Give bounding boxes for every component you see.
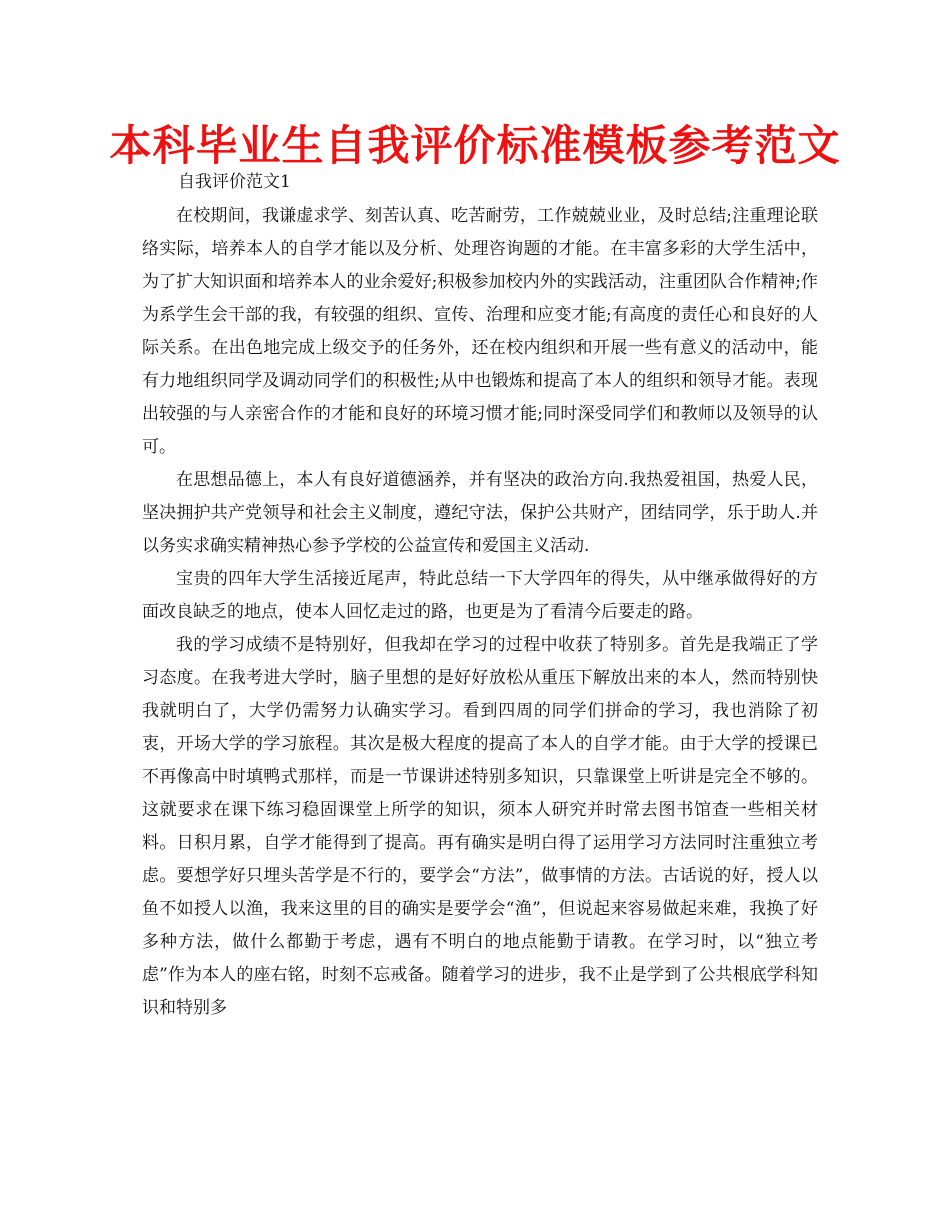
paragraph: 我的学习成绩不是特别好，但我却在学习的过程中收获了特别多。首先是我端正了学习态度。在我考进大学时，脑子里想的是好好放松从重压下解放出来的本人，然而特别快我就明白了，大学仍需努力认确实学习。看到四周的同学们拼命的学习，我也消除了初衷，开场大学的学习旅程。其次是极大程度的提高了本人的自学才能。由于大学的授课已不再像高中时填鸭式那样，而是一节课讲述特别多知识，只靠课堂上听讲是完全不够的。这就要求在课下练习稳固课堂上所学的知识，须本人研究并时常去图书馆查一些相关材料。日积月累，自学才能得到了提高。再有确实是明白得了运用学习方法同时注重独立考虑。要想学好只埋头苦学是不行的，要学会“方法”，做事情的方法。古话说的好，授人以鱼不如授人以渔，我来这里的目的确实是要学会“渔”，但说起来容易做起来难，我换了好多种方法，做什么都勤于考虑，遇有不明白的地点能勤于请教。在学习时，以“独立考虑”作为本人的座右铭，时刻不忘戒备。随着学习的进步，我不止是学到了公共根底学科知识和特别多 <box>142 635 818 1018</box>
paragraph: 在思想品德上，本人有良好道德涵养，并有坚决的政治方向.我热爱祖国，热爱人民，坚决拥护共产党领导和社会主义制度，遵纪守法，保护公共财产，团结同学，乐于助人.并以务实求确实精神热心参予学校的公益宣传和爱国主义活动. <box>142 470 818 556</box>
document-body <box>142 200 818 1025</box>
paragraph: 在校期间，我谦虚求学、刻苦认真、吃苦耐劳，工作兢兢业业，及时总结;注重理论联络实际，培养本人的自学才能以及分析、处理咨询题的才能。在丰富多彩的大学生活中，为了扩大知识面和培养本人的业余爱好;积极参加校内外的实践活动，注重团队合作精神;作为系学生会干部的我，有较强的组织、宣传、治理和应变才能;有高度的责任心和良好的人际关系。在出色地完成上级交予的任务外，还在校内组织和开展一些有意义的活动中，能有力地组织同学及调动同学们的积极性;从中也锻炼和提高了本人的组织和领导才能。表现出较强的与人亲密合作的才能和良好的环境习惯才能;同时深受同学们和教师以及领导的认可。 <box>142 206 818 457</box>
document-title: 本科毕业生自我评价标准模板参考范文 <box>109 121 841 170</box>
document-subtitle: 自我评价范文1 <box>178 172 291 192</box>
paragraph: 宝贵的四年大学生活接近尾声，特此总结一下大学四年的得失，从中继承做得好的方面改良缺乏的地点，使本人回忆走过的路，也更是为了看清今后要走的路。 <box>142 569 818 622</box>
